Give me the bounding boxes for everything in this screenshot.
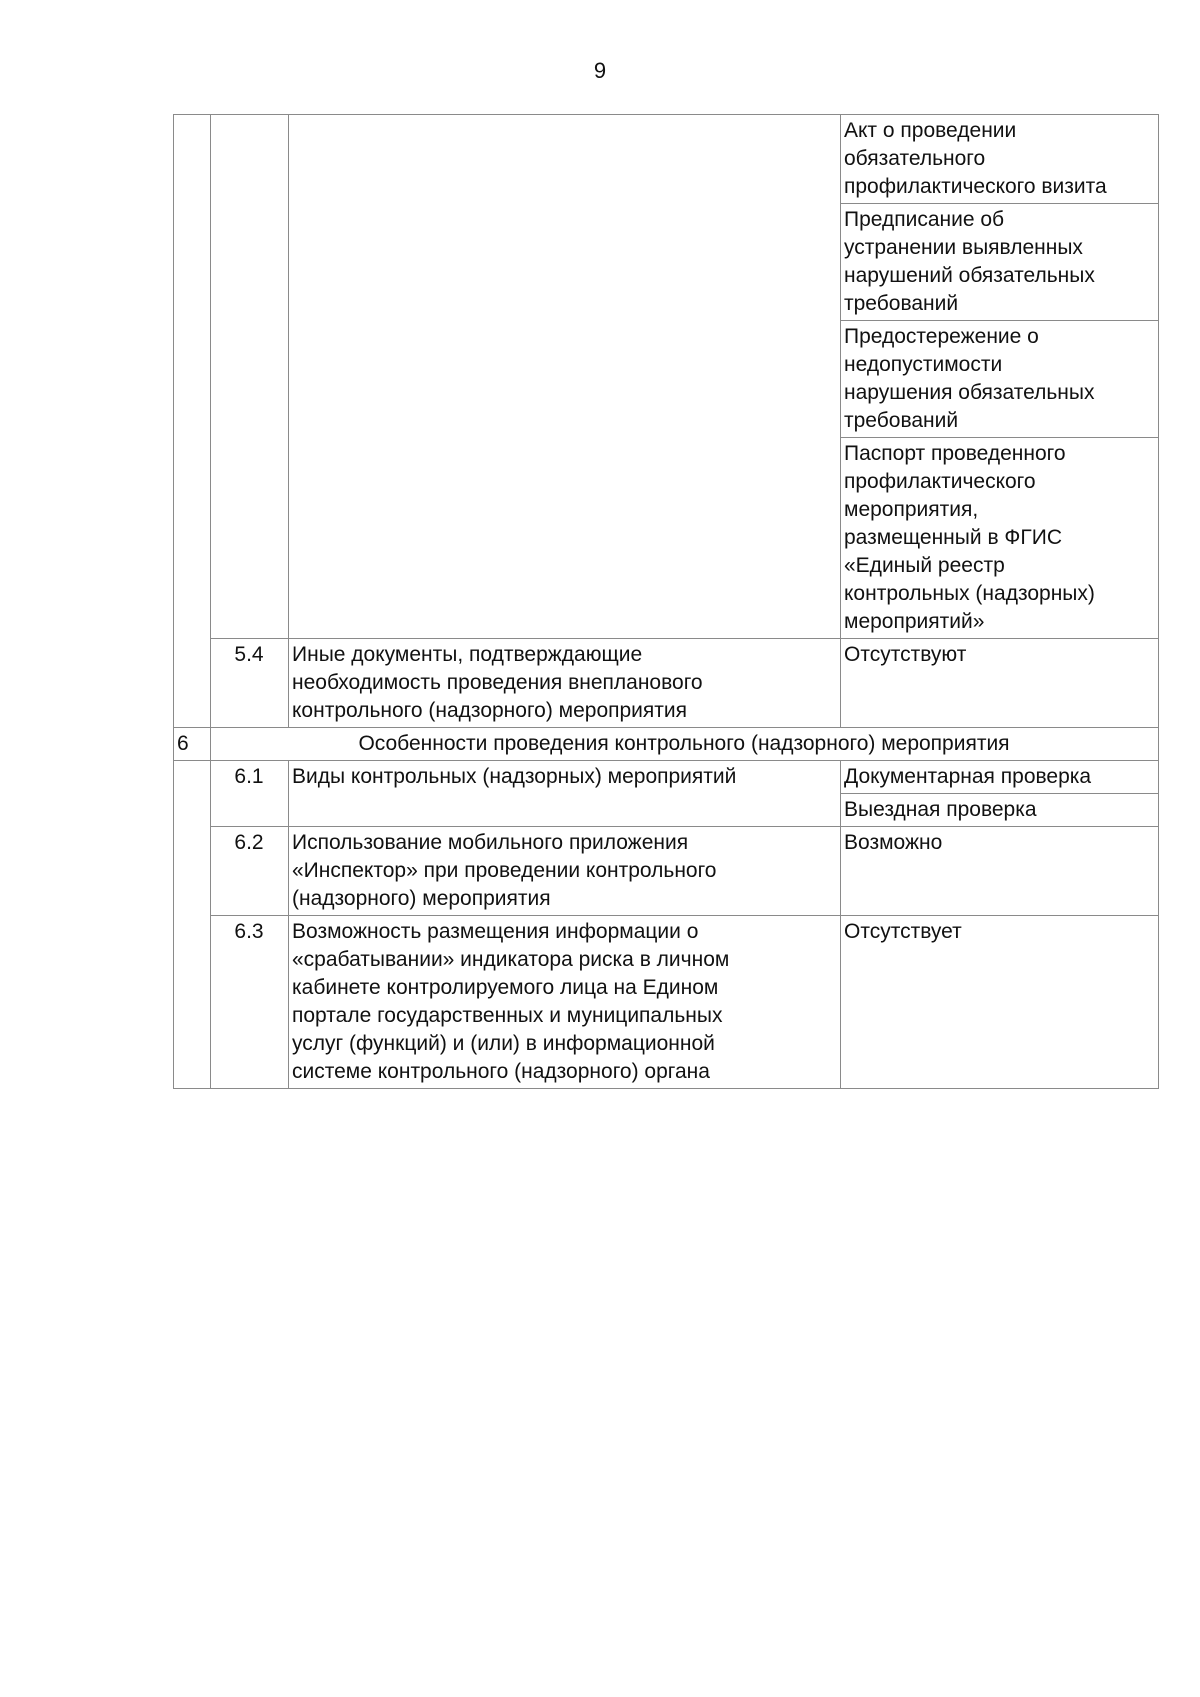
table-row xyxy=(174,639,1159,728)
item-value-cell: Отсутствует xyxy=(841,916,1159,1089)
section-header-row xyxy=(174,728,1159,761)
item-value-cell: Документарная проверка xyxy=(841,761,1159,794)
table-row xyxy=(174,761,1159,794)
item-number-cell xyxy=(211,115,289,639)
item-name-cell: Иные документы, подтверждающие необходимость проведения внепланового контрольного (надзорного) мероприятия xyxy=(289,639,841,728)
item-value-cell: Возможно xyxy=(841,827,1159,916)
item-name-cell xyxy=(289,115,841,639)
item-number-cell: 6.2 xyxy=(211,827,289,916)
item-name-cell: Виды контрольных (надзорных) мероприятий xyxy=(289,761,841,827)
section-number-cell xyxy=(174,761,211,1089)
page-number: 9 xyxy=(593,58,607,83)
document-type-cell: Акт о проведении обязательного профилактического визита xyxy=(841,115,1159,204)
table-row xyxy=(174,827,1159,916)
document-type-cell: Предписание об устранении выявленных нарушений обязательных требований xyxy=(841,204,1159,321)
table-row xyxy=(174,916,1159,1089)
table-row xyxy=(174,115,1159,204)
item-number-cell: 6.3 xyxy=(211,916,289,1089)
document-type-cell: Предостережение о недопустимости нарушения обязательных требований xyxy=(841,321,1159,438)
section-number-cell xyxy=(174,115,211,728)
document-type-cell: Паспорт проведенного профилактического мероприятия, размещенный в ФГИС «Единый реестр контрольных (надзорных) мероприятий» xyxy=(841,438,1159,639)
section-number-cell: 6 xyxy=(174,728,211,761)
item-value-cell: Выездная проверка xyxy=(841,794,1159,827)
item-value-cell: Отсутствуют xyxy=(841,639,1159,728)
section-title: Особенности проведения контрольного (надзорного) мероприятия xyxy=(211,728,1159,761)
item-name-cell: Возможность размещения информации о «срабатывании» индикатора риска в личном кабинете контролируемого лица на Едином портале государственных и муниципальных услуг (функций) и (или) в информационной системе контрольного (надзорного) органа xyxy=(289,916,841,1089)
item-name-cell: Использование мобильного приложения «Инспектор» при проведении контрольного (надзорного) мероприятия xyxy=(289,827,841,916)
requirements-table xyxy=(173,114,1159,1089)
item-number-cell: 6.1 xyxy=(211,761,289,827)
item-number-cell: 5.4 xyxy=(211,639,289,728)
